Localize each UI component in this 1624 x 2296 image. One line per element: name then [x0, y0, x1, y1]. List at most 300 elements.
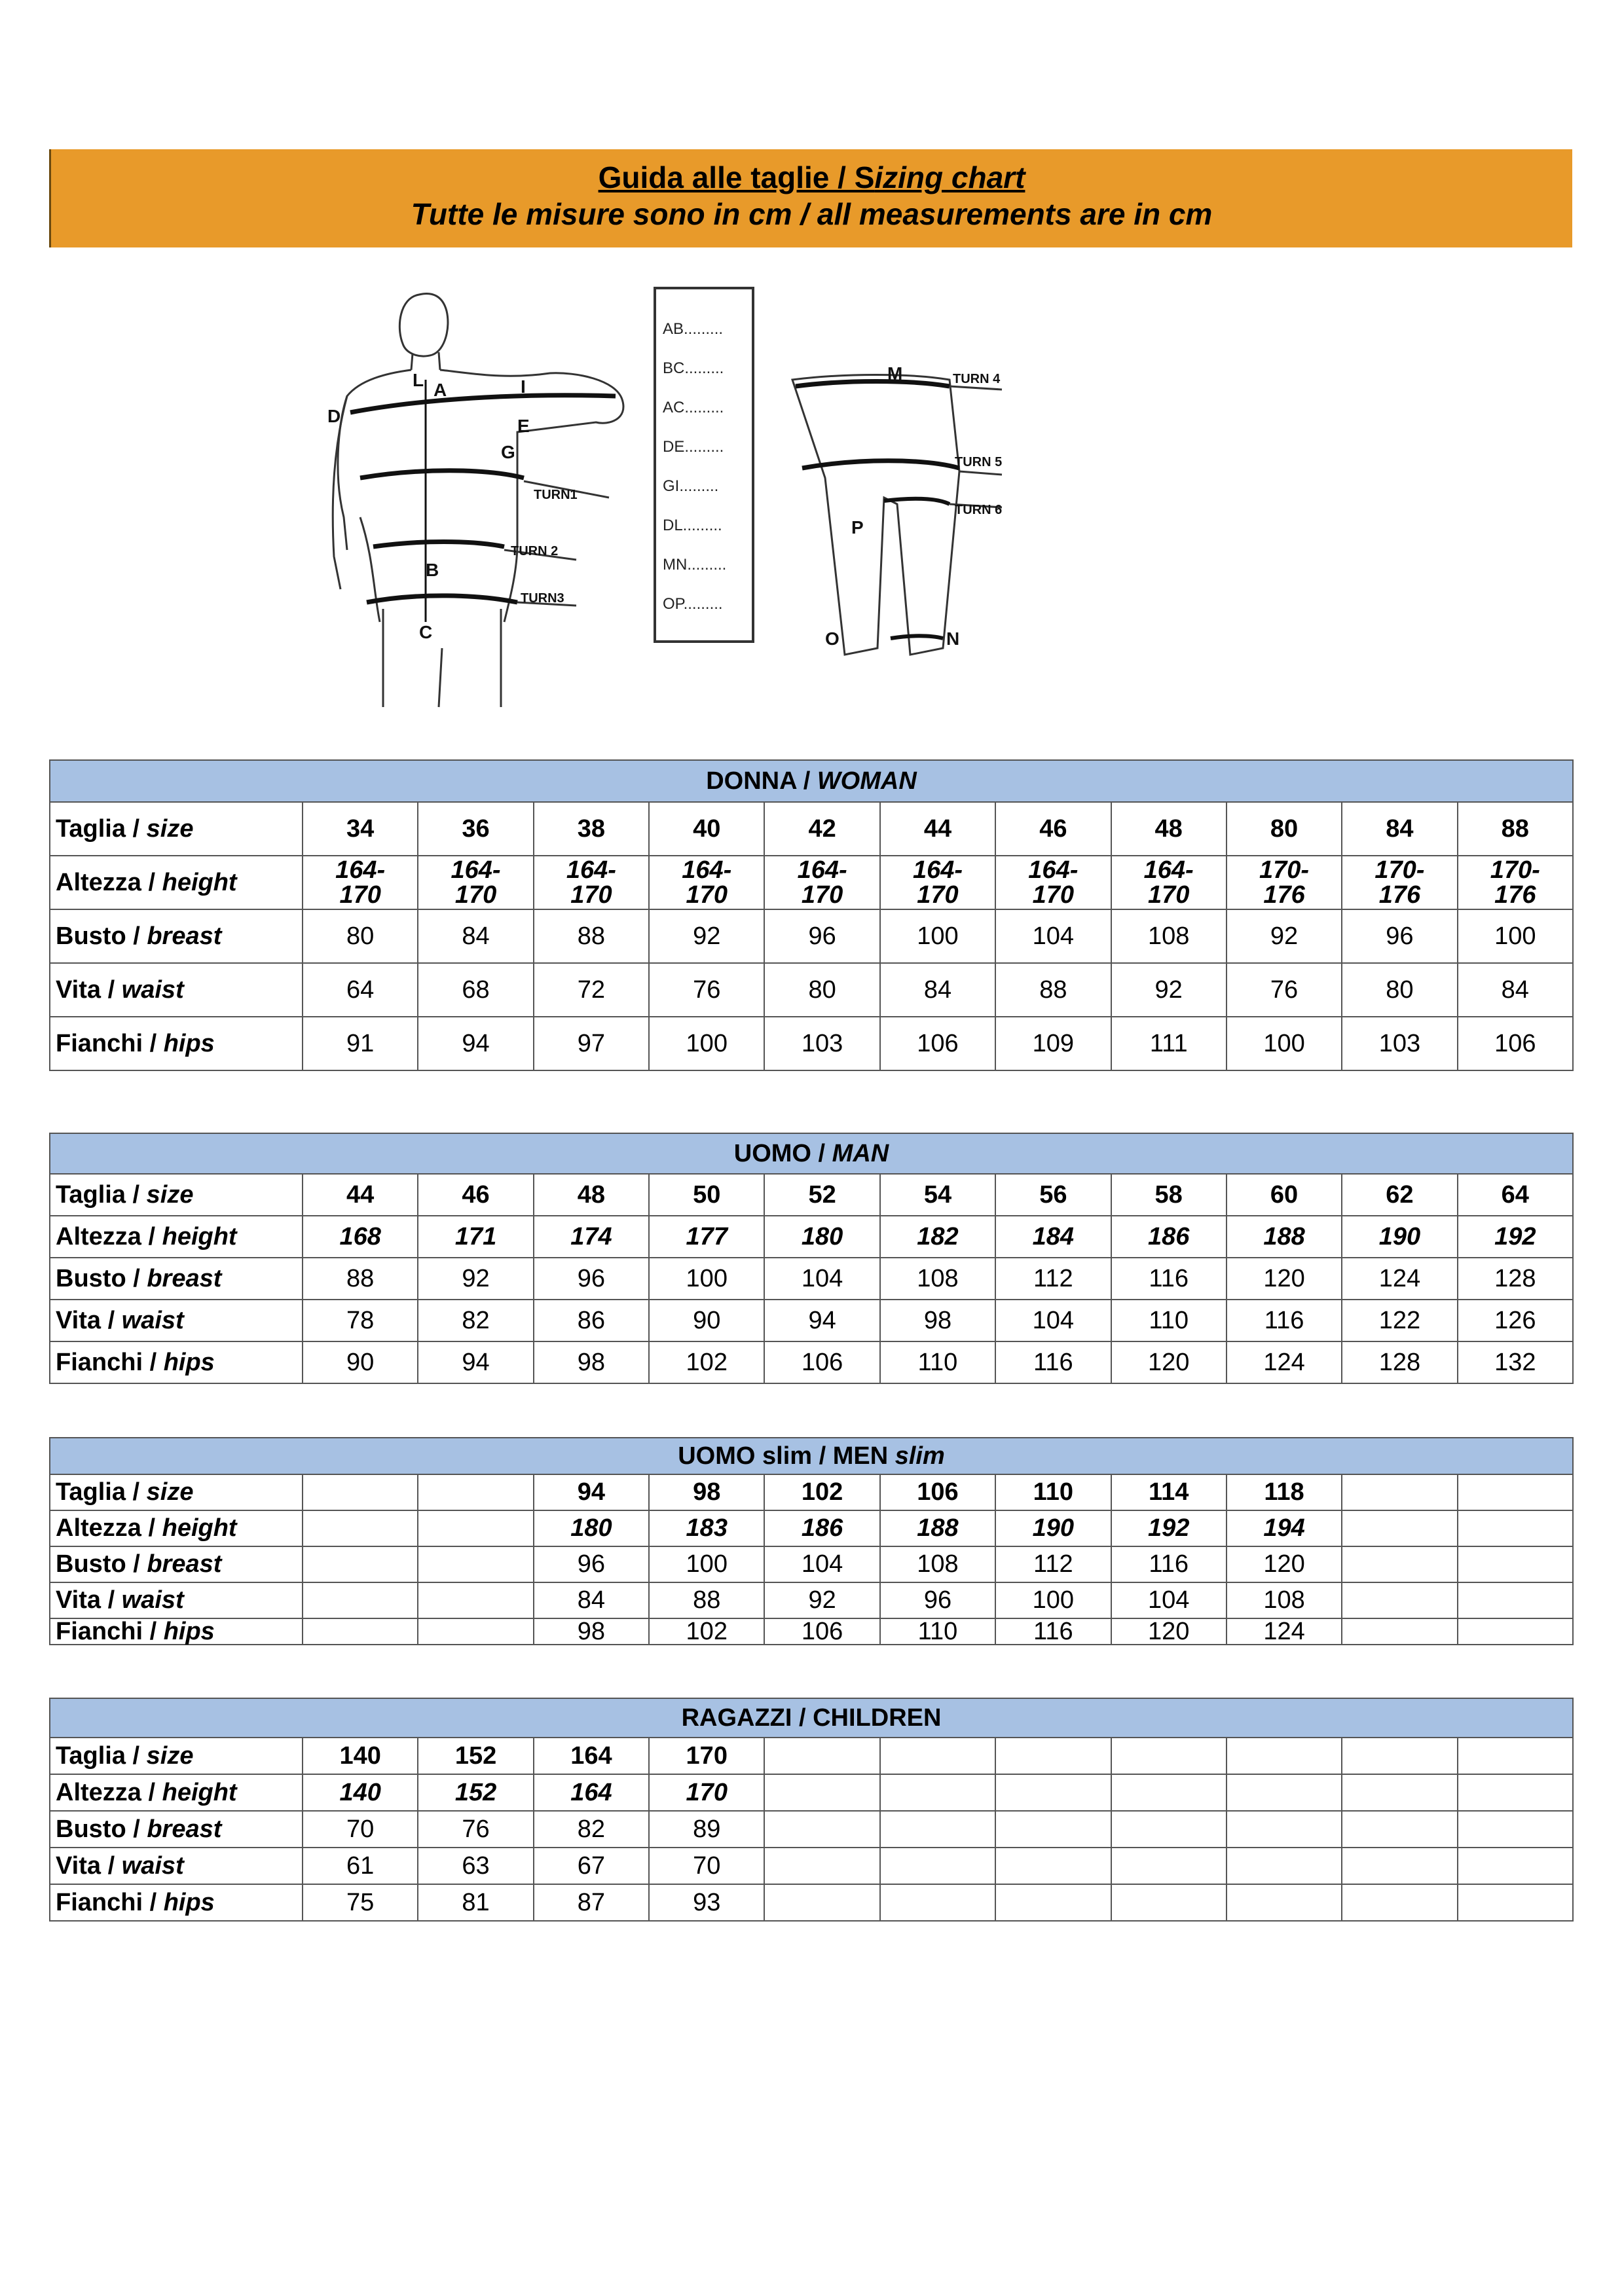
label-turn2: TURN 2: [511, 544, 559, 558]
row-label: [50, 1848, 303, 1884]
pants-figure: [792, 375, 959, 655]
table-cell: [303, 1474, 418, 1510]
row-label: [50, 1884, 303, 1921]
legend-item: AB.........: [663, 320, 724, 338]
table-cell: 128: [1458, 1258, 1573, 1300]
cell-line-1: 170-: [1490, 856, 1540, 884]
cell-line-2: 170: [1032, 881, 1075, 909]
table-cell: 116: [995, 1618, 1111, 1645]
table-cell: 192: [1458, 1216, 1573, 1258]
cell-line-2: 170: [686, 881, 728, 909]
table-cell: 52: [764, 1174, 879, 1216]
table-cell: 100: [649, 1258, 764, 1300]
row-label-it: Altezza /: [56, 868, 162, 896]
table-cell: 91: [303, 1017, 418, 1070]
label-G: G: [501, 442, 515, 462]
row-height: [50, 1774, 1573, 1811]
row-label-en: height: [162, 1778, 237, 1806]
table-cell: 88: [534, 909, 649, 963]
table-cell: [995, 1774, 1111, 1811]
table-cell: 86: [534, 1300, 649, 1341]
table-cell: 102: [764, 1474, 879, 1510]
table-cell: 63: [418, 1848, 533, 1884]
cell-line-2: 170: [570, 881, 612, 909]
table-cell: [764, 1848, 879, 1884]
label-A: A: [434, 380, 447, 400]
cell-line-2: 170: [917, 881, 959, 909]
row-height: [50, 856, 1573, 909]
table-cell: [995, 1811, 1111, 1848]
row-label-it: Busto /: [56, 1264, 147, 1292]
cell-line-2: 170: [339, 881, 381, 909]
row-label: [50, 1017, 303, 1070]
table-cell: 100: [1458, 909, 1573, 963]
table-cell: 80: [1227, 802, 1342, 856]
table-cell: 36: [418, 802, 533, 856]
table-cell: 190: [995, 1510, 1111, 1546]
table-cell: [880, 1848, 995, 1884]
table-cell: [649, 856, 764, 909]
table-cell: 104: [995, 1300, 1111, 1341]
table-cell: [1227, 1774, 1342, 1811]
cell-line-2: 176: [1378, 881, 1421, 909]
table-cell: 110: [880, 1618, 995, 1645]
table-cell: [1342, 856, 1457, 909]
cell-line-1: 164-: [1028, 856, 1079, 884]
table-cell: 120: [1227, 1546, 1342, 1582]
label-L: L: [413, 370, 424, 390]
table-man: [49, 1133, 1574, 1384]
table-cell: 56: [995, 1174, 1111, 1216]
table-cell: 64: [1458, 1174, 1573, 1216]
table-cell: 94: [534, 1474, 649, 1510]
table-cell: 108: [880, 1258, 995, 1300]
row-label: [50, 1258, 303, 1300]
row-label-en: height: [162, 1222, 237, 1250]
row-label-it: Fianchi /: [56, 1029, 164, 1057]
row-label-it: Fianchi /: [56, 1348, 164, 1376]
header-banner: [49, 149, 1572, 247]
table-cell: [418, 1474, 533, 1510]
row-waist: [50, 1848, 1573, 1884]
table-cell: [303, 1582, 418, 1618]
label-D: D: [327, 406, 341, 426]
table-cell: [880, 1811, 995, 1848]
table-cell: 120: [1111, 1341, 1227, 1383]
table-cell: [880, 856, 995, 909]
table-cell: [1458, 1811, 1573, 1848]
row-label-en: breast: [147, 1550, 222, 1578]
table-cell: [880, 1738, 995, 1774]
label-E: E: [517, 416, 530, 436]
label-N: N: [946, 629, 960, 649]
row-label-en: waist: [121, 1851, 184, 1880]
cell-line-2: 170: [801, 881, 843, 909]
row-label-en: size: [146, 1741, 194, 1770]
table-cell: 76: [418, 1811, 533, 1848]
row-label: [50, 909, 303, 963]
table-cell: 97: [534, 1017, 649, 1070]
table-title-a: UOMO /: [733, 1139, 832, 1167]
table-cell: 132: [1458, 1341, 1573, 1383]
table-title: [50, 1698, 1573, 1738]
row-label-it: Busto /: [56, 1815, 147, 1843]
table-men-slim: [49, 1437, 1574, 1645]
table-cell: 48: [534, 1174, 649, 1216]
legend-item: BC.........: [663, 359, 724, 377]
row-height: [50, 1510, 1573, 1546]
table-cell: 186: [1111, 1216, 1227, 1258]
table-cell: [1227, 856, 1342, 909]
table-cell: 87: [534, 1884, 649, 1921]
table-cell: 110: [1111, 1300, 1227, 1341]
table-cell: 75: [303, 1884, 418, 1921]
table-cell: 88: [649, 1582, 764, 1618]
label-turn1: TURN1: [534, 488, 578, 502]
table-cell: 104: [1111, 1582, 1227, 1618]
table-cell: 112: [995, 1546, 1111, 1582]
table-cell: 106: [764, 1618, 879, 1645]
row-label-en: hips: [163, 1348, 215, 1376]
table-cell: 100: [1227, 1017, 1342, 1070]
table-cell: [1342, 1738, 1457, 1774]
table-cell: 102: [649, 1341, 764, 1383]
table-cell: 116: [1111, 1546, 1227, 1582]
table-cell: [1342, 1618, 1457, 1645]
table-cell: 192: [1111, 1510, 1227, 1546]
label-O: O: [825, 629, 840, 649]
table-cell: 34: [303, 802, 418, 856]
table-cell: [1227, 1738, 1342, 1774]
table-cell: 180: [764, 1216, 879, 1258]
table-cell: [303, 1510, 418, 1546]
table-cell: 96: [880, 1582, 995, 1618]
row-hips: [50, 1618, 1573, 1645]
table-cell: 104: [764, 1546, 879, 1582]
table-cell: [1458, 1546, 1573, 1582]
table-cell: [303, 1618, 418, 1645]
label-P: P: [851, 517, 864, 538]
row-label-en: size: [146, 1180, 194, 1209]
table-cell: 120: [1111, 1618, 1227, 1645]
row-label-it: Vita /: [56, 1586, 122, 1614]
table-cell: [1458, 1582, 1573, 1618]
table-cell: 188: [880, 1510, 995, 1546]
legend-item: OP.........: [663, 595, 723, 613]
table-cell: 114: [1111, 1474, 1227, 1510]
table-title-b: WOMAN: [817, 767, 917, 795]
table-cell: 109: [995, 1017, 1111, 1070]
table-cell: 190: [1342, 1216, 1457, 1258]
row-label-en: size: [146, 1478, 194, 1506]
table-cell: 124: [1342, 1258, 1457, 1300]
table-cell: 96: [534, 1546, 649, 1582]
table-cell: 108: [880, 1546, 995, 1582]
table-cell: 92: [649, 909, 764, 963]
table-cell: 82: [418, 1300, 533, 1341]
table-cell: 92: [418, 1258, 533, 1300]
table-cell: 61: [303, 1848, 418, 1884]
row-size: [50, 1738, 1573, 1774]
table-cell: 42: [764, 802, 879, 856]
row-label-en: breast: [147, 922, 222, 950]
table-cell: [418, 1510, 533, 1546]
table-cell: [1111, 1848, 1227, 1884]
title-english: izing chart: [874, 160, 1025, 194]
cell-line-2: 176: [1263, 881, 1305, 909]
table-cell: 100: [880, 909, 995, 963]
cell-line-1: 164-: [682, 856, 732, 884]
table-cell: 44: [880, 802, 995, 856]
table-cell: [1342, 1848, 1457, 1884]
table-cell: 118: [1227, 1474, 1342, 1510]
label-M: M: [887, 363, 903, 384]
table-cell: 60: [1227, 1174, 1342, 1216]
row-label-en: size: [146, 814, 194, 843]
table-cell: 44: [303, 1174, 418, 1216]
table-cell: [1458, 856, 1573, 909]
table-cell: 182: [880, 1216, 995, 1258]
table-cell: [1342, 1510, 1457, 1546]
legend-list: [663, 320, 726, 613]
table-cell: [534, 856, 649, 909]
table-cell: 184: [995, 1216, 1111, 1258]
table-cell: 68: [418, 963, 533, 1017]
table-cell: 170: [649, 1774, 764, 1811]
table-title: [50, 1438, 1573, 1474]
table-cell: 106: [1458, 1017, 1573, 1070]
table-cell: [880, 1774, 995, 1811]
table-cell: 102: [649, 1618, 764, 1645]
table-cell: 110: [995, 1474, 1111, 1510]
row-label-en: height: [162, 1514, 237, 1542]
table-cell: [995, 856, 1111, 909]
table-cell: 72: [534, 963, 649, 1017]
table-cell: 152: [418, 1774, 533, 1811]
table-cell: 116: [995, 1341, 1111, 1383]
table-cell: 81: [418, 1884, 533, 1921]
table-cell: [1227, 1848, 1342, 1884]
title-italian: Guida alle taglie / S: [598, 160, 875, 194]
table-cell: 84: [1342, 802, 1457, 856]
table-cell: 111: [1111, 1017, 1227, 1070]
table-cell: 98: [534, 1618, 649, 1645]
table-cell: 92: [764, 1582, 879, 1618]
table-cell: 100: [649, 1017, 764, 1070]
table-cell: 177: [649, 1216, 764, 1258]
table-cell: [1458, 1474, 1573, 1510]
row-waist: [50, 963, 1573, 1017]
cell-line-2: 170: [1147, 881, 1190, 909]
table-cell: 103: [1342, 1017, 1457, 1070]
table-cell: 96: [534, 1258, 649, 1300]
row-label: [50, 963, 303, 1017]
row-label-it: Busto /: [56, 1550, 147, 1578]
table-cell: 80: [303, 909, 418, 963]
table-cell: 164: [534, 1774, 649, 1811]
table-cell: 46: [418, 1174, 533, 1216]
table-cell: 40: [649, 802, 764, 856]
table-cell: [418, 856, 533, 909]
row-breast: [50, 1546, 1573, 1582]
table-cell: 98: [649, 1474, 764, 1510]
table-cell: 152: [418, 1738, 533, 1774]
table-cell: 88: [1458, 802, 1573, 856]
row-size: [50, 1174, 1573, 1216]
table-cell: [995, 1884, 1111, 1921]
table-cell: 92: [1111, 963, 1227, 1017]
label-turn3: TURN3: [521, 591, 564, 606]
table-cell: [1342, 1774, 1457, 1811]
row-label-en: hips: [163, 1618, 215, 1645]
cell-line-2: 170: [454, 881, 497, 909]
table-cell: 140: [303, 1738, 418, 1774]
row-breast: [50, 909, 1573, 963]
table-cell: [1111, 856, 1227, 909]
label-turn6: TURN 6: [955, 503, 1003, 517]
table-cell: 116: [1111, 1258, 1227, 1300]
row-label: [50, 1300, 303, 1341]
table-cell: 64: [303, 963, 418, 1017]
row-label: [50, 1216, 303, 1258]
cell-line-1: 164-: [797, 856, 847, 884]
table-cell: [1227, 1811, 1342, 1848]
table-cell: 110: [880, 1341, 995, 1383]
row-label-en: breast: [147, 1815, 222, 1843]
legend-item: GI.........: [663, 477, 719, 495]
table-cell: 168: [303, 1216, 418, 1258]
table-title-a: DONNA /: [706, 767, 817, 795]
table-cell: 106: [880, 1474, 995, 1510]
table-cell: [764, 1774, 879, 1811]
row-label-it: Busto /: [56, 922, 147, 950]
table-cell: 76: [1227, 963, 1342, 1017]
table-cell: 104: [764, 1258, 879, 1300]
table-cell: 54: [880, 1174, 995, 1216]
table-cell: 76: [649, 963, 764, 1017]
table-cell: 67: [534, 1848, 649, 1884]
row-label: [50, 1546, 303, 1582]
table-cell: [764, 1884, 879, 1921]
row-label-it: Vita /: [56, 1306, 122, 1334]
table-cell: [418, 1618, 533, 1645]
table-cell: 88: [303, 1258, 418, 1300]
table-cell: [1227, 1884, 1342, 1921]
table-cell: 62: [1342, 1174, 1457, 1216]
table-cell: [764, 1811, 879, 1848]
row-label: [50, 1738, 303, 1774]
row-label: [50, 802, 303, 856]
row-breast: [50, 1258, 1573, 1300]
row-height: [50, 1216, 1573, 1258]
table-title-a: UOMO slim / MEN: [678, 1442, 895, 1470]
row-label-it: Altezza /: [56, 1778, 162, 1806]
table-cell: [1342, 1811, 1457, 1848]
table-cell: 82: [534, 1811, 649, 1848]
row-label-it: Fianchi /: [56, 1888, 164, 1916]
row-label-en: hips: [163, 1888, 215, 1916]
row-label-en: breast: [147, 1264, 222, 1292]
table-cell: 108: [1227, 1582, 1342, 1618]
table-cell: 50: [649, 1174, 764, 1216]
row-size: [50, 1474, 1573, 1510]
table-cell: [764, 856, 879, 909]
table-cell: 128: [1342, 1341, 1457, 1383]
table-cell: [1458, 1848, 1573, 1884]
table-cell: 94: [418, 1017, 533, 1070]
table-cell: 100: [995, 1582, 1111, 1618]
table-cell: 88: [995, 963, 1111, 1017]
row-label-it: Altezza /: [56, 1222, 162, 1250]
table-cell: 98: [534, 1341, 649, 1383]
table-cell: 84: [880, 963, 995, 1017]
row-label: [50, 1341, 303, 1383]
table-cell: 194: [1227, 1510, 1342, 1546]
table-cell: [1458, 1618, 1573, 1645]
table-cell: 70: [649, 1848, 764, 1884]
table-cell: 171: [418, 1216, 533, 1258]
row-waist: [50, 1300, 1573, 1341]
table-cell: 104: [995, 909, 1111, 963]
row-breast: [50, 1811, 1573, 1848]
table-cell: 92: [1227, 909, 1342, 963]
label-turn5: TURN 5: [955, 455, 1003, 469]
table-title-b: slim: [895, 1442, 945, 1470]
row-hips: [50, 1341, 1573, 1383]
row-waist: [50, 1582, 1573, 1618]
table-cell: 186: [764, 1510, 879, 1546]
table-cell: 116: [1227, 1300, 1342, 1341]
table-cell: 164: [534, 1738, 649, 1774]
legend-item: MN.........: [663, 556, 727, 574]
table-children: [49, 1698, 1574, 1922]
table-cell: 120: [1227, 1258, 1342, 1300]
row-label: [50, 1474, 303, 1510]
table-cell: 84: [418, 909, 533, 963]
table-cell: 38: [534, 802, 649, 856]
legend-item: DL.........: [663, 517, 722, 534]
table-title: [50, 760, 1573, 802]
row-label: [50, 856, 303, 909]
cell-line-1: 164-: [451, 856, 501, 884]
legend-item: DE.........: [663, 438, 724, 456]
table-cell: 84: [534, 1582, 649, 1618]
cell-line-2: 176: [1494, 881, 1536, 909]
table-cell: 96: [764, 909, 879, 963]
table-cell: 78: [303, 1300, 418, 1341]
label-turn4: TURN 4: [953, 372, 1001, 386]
table-cell: 70: [303, 1811, 418, 1848]
table-cell: [1342, 1884, 1457, 1921]
table-cell: [418, 1582, 533, 1618]
table-cell: 90: [649, 1300, 764, 1341]
table-cell: [1111, 1884, 1227, 1921]
table-cell: 90: [303, 1341, 418, 1383]
table-cell: [1111, 1738, 1227, 1774]
table-cell: 94: [418, 1341, 533, 1383]
table-cell: 93: [649, 1884, 764, 1921]
row-label-it: Fianchi /: [56, 1618, 164, 1645]
row-label-it: Taglia /: [56, 814, 147, 843]
table-cell: [303, 1546, 418, 1582]
table-cell: 174: [534, 1216, 649, 1258]
table-cell: 122: [1342, 1300, 1457, 1341]
row-label-it: Altezza /: [56, 1514, 162, 1542]
table-cell: [1342, 1582, 1457, 1618]
row-label-en: waist: [121, 1306, 184, 1334]
row-label: [50, 1174, 303, 1216]
table-cell: 48: [1111, 802, 1227, 856]
